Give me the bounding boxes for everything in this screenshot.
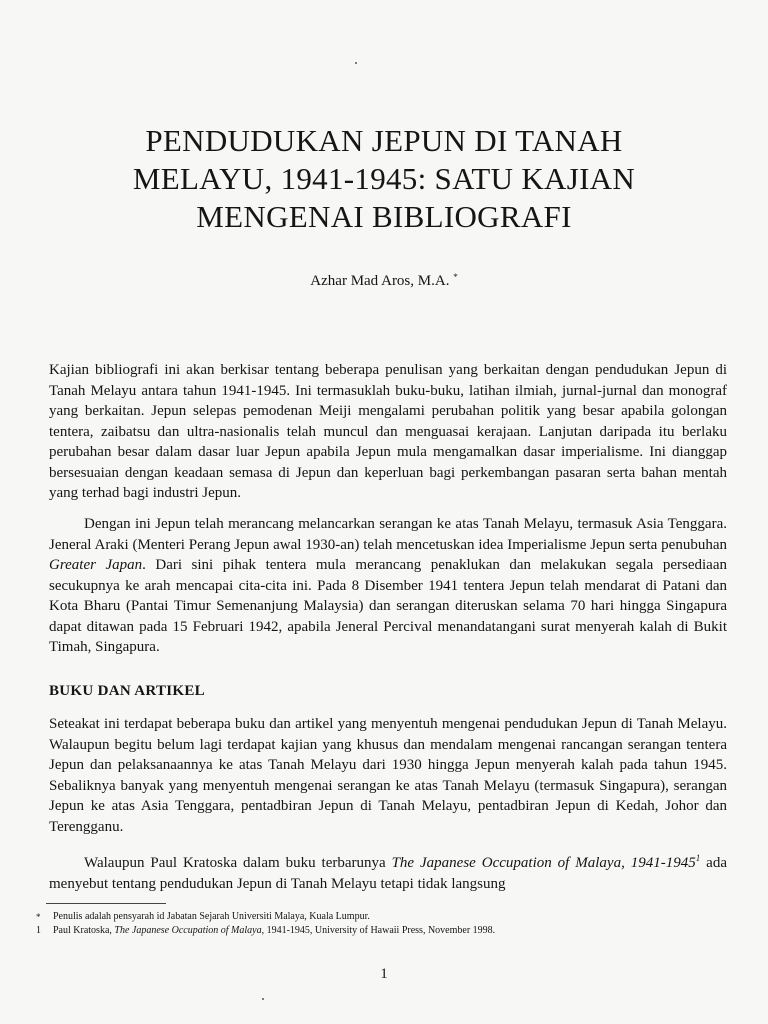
paragraph-invasion [49,514,727,658]
paragraph-intro [49,360,727,504]
paragraph-text: Seteakat ini terdapat beberapa buku dan artikel yang menyentuh mengenai pendudukan Jepun di Tanah Melayu. Walaupun begitu belum lagi terdapat kajian yang khusus dan mendalam mengenai rancangan serangan tentera Jepun dan pelaksanaannya ke atas Tanah Melayu dari 1930 hingga Jepun menyerah kalah pada tahun 1945. Sebaliknya banyak yang menyentuh mengenai serangan ke atas Tanah Melayu (termasuk Singapura), serangan Jepun ke atas Asia Tenggara, pentadbiran Jepun di Tanah Melayu, pentadbiran Jepun di Kedah, Johor dan Terengganu. [49,716,727,835]
footnote-text: Penulis adalah pensyarah id Jabatan Sejarah Universiti Malaya, Kuala Lumpur. [53,911,370,922]
paragraph-text: Kajian bibliografi ini akan berkisar tentang beberapa penulisan yang berkaitan dengan pendudukan Jepun di Tanah Melayu antara tahun 1941-1945. Ini termasuklah buku-buku, latihan ilmiah, jurnal-jurnal dan monograf yang berkaitan. Jepun selepas pemodenan Meiji mengalami perubahan politik yang besar apabila golongan tentera, zaibatsu dan ultra-nasionalis telah muncul dan menguasai kerajaan. Lanjutan daripada itu berlaku perubahan besar dalam dasar luar Jepun apabila Jepun mula mengamalkan dasar imperialisme. Ini dianggap bersesuaian dengan keadaan semasa di Jepun dan keperluan bagi perkembangan pasaran serta bahan mentah yang terhad bagi industri Jepun. [49,362,727,501]
footnote-book-title: The Japanese Occupation of Malaya [114,925,262,936]
paragraph-books [49,714,727,837]
author-line [0,272,768,290]
section-heading: BUKU DAN ARTIKEL [49,683,205,699]
footnote-1 [36,924,736,938]
footnote-marker: * [36,912,41,922]
title-line-1: PENDUDUKAN JEPUN DI TANAH [145,123,623,158]
page-number: 1 [380,966,388,982]
footnote-text: Paul Kratoska, [53,925,115,936]
paragraph-text: . Dari sini pihak tentera mula merancang penaklukan dan melakukan segala persediaan secukupnya ke arah mencapai cita-cita ini. Pada 8 Disember 1941 tentera Jepun telah mendarat di Patani dan Kota Bharu (Pantai Timur Semenanjung Malaysia) dan serangan diteruskan selama 70 hari hingga Singapura dapat ditawan pada 15 Februari 1942, apabila Jeneral Percival menandatangani surat menyerah kalah di Bukit Timah, Singapura. [49,557,727,655]
paragraph-kratoska [49,848,727,894]
author-name: Azhar Mad Aros, M.A. [310,273,450,289]
paragraph-text: Walaupun Paul Kratoska dalam buku terbarunya [84,855,392,871]
footnote-text: , 1941-1945, University of Hawaii Press, November 1998. [261,925,496,936]
article-title [60,122,708,236]
author-footnote-mark: * [453,272,458,282]
paragraph-text: ada menyebut tentang pendudukan Jepun di Tanah Melayu tetapi tidak langsung [49,855,727,892]
paragraph-text: Dengan ini Jepun telah merancang melancarkan serangan ke atas Tanah Melayu, termasuk Asia Tenggara. Jeneral Araki (Menteri Perang Jepun awal 1930-an) telah mencetuskan idea Imperialisme Jepun serta penubuhan [49,516,727,553]
italic-book-title: The Japanese Occupation of Malaya, 1941-1945$^1$ [391,853,701,871]
title-line-3: MENGENAI BIBLIOGRAFI [196,199,572,234]
scan-speck [262,998,264,1000]
scan-speck [355,62,357,64]
footnotes [36,910,736,938]
footnote-author [36,910,736,924]
footnote-ref: 1 [695,853,701,863]
italic-term: Greater Japan [49,557,143,573]
title-line-2: MELAYU, 1941-1945: SATU KAJIAN [132,161,636,196]
footnote-marker: 1 [36,925,41,936]
footnote-rule [46,903,166,904]
